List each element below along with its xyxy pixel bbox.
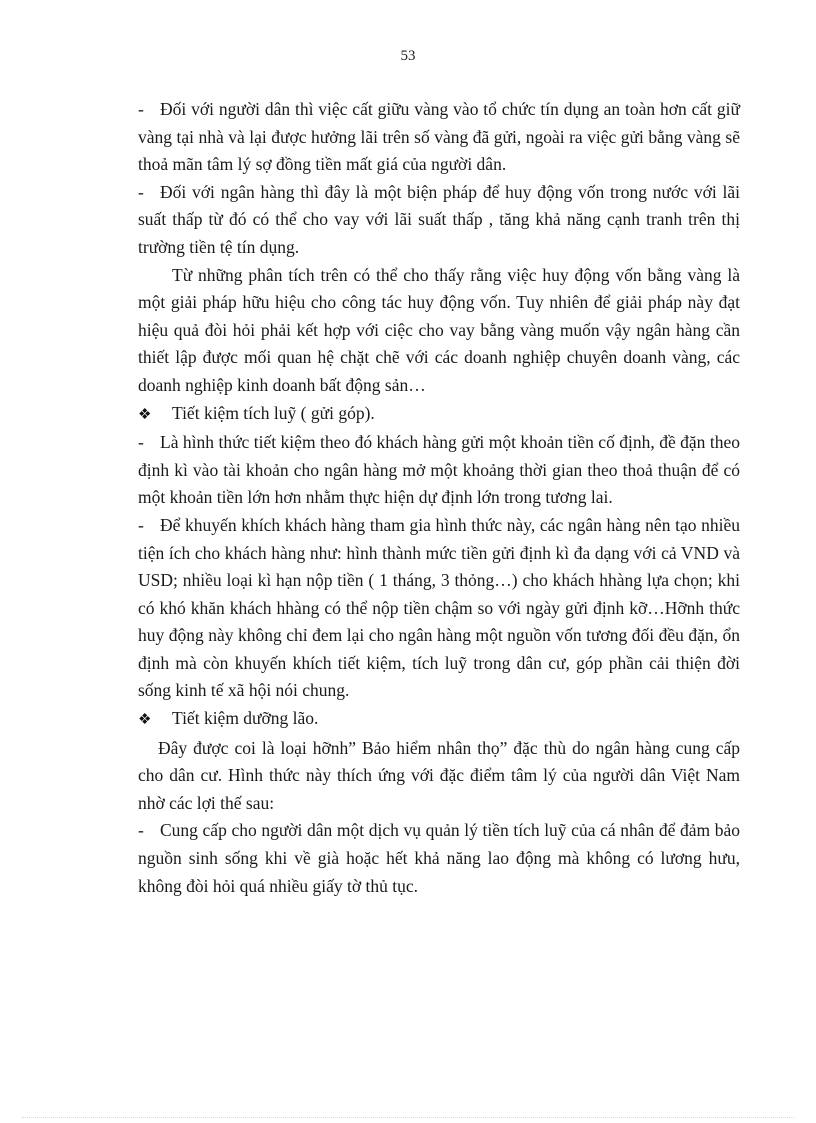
dash-marker: - [138,181,144,202]
paragraph-text: Đối với ngân hàng thì đây là một biện pháp để huy động vốn trong nước với lãi suất thấp từ đó có thể cho vay với lãi suất thấp , tăng khả năng cạnh tranh trên thị trường tiền tệ tín dụng. [138,181,740,257]
heading-text: Tiết kiệm dưỡng lão. [172,708,319,729]
heading-accumulated-savings [138,400,740,430]
heading-text: Tiết kiệm tích luỹ ( gửi góp). [172,402,375,423]
document-body [138,96,740,900]
dash-marker: - [138,820,144,841]
dash-marker: - [138,99,144,119]
diamond-bullet-icon: ❖ [138,712,152,729]
paragraph-text: Đối với người dân thì việc cất giữu vàng vào tổ chức tín dụng an toàn hơn cất giữ vàng tại nhà và lại được hưởng lãi trên số vàng đã gửi, ngoài ra việc gửi bằng vàng sẽ thoả mãn tâm lý sợ đồng tiền mất giá của người dân. [138,99,740,175]
paragraph-pension-intro: Đây được coi là loại hỡnh” Bảo hiểm nhân thọ” đặc thù do ngân hàng cung cấp cho dân cư. Hình thức này thích ứng với đặc điểm tâm lý của người dân Việt Nam nhờ các lợi thế sau: [138,737,740,813]
paragraph-gold-conclusion: Từ những phân tích trên có thể cho thấy rằng việc huy động vốn bằng vàng là một giải pháp hữu hiệu cho công tác huy động vốn. Tuy nhiên để giải pháp này đạt hiệu quả đòi hỏi phải kết hợp với ciệc cho vay bằng vàng muốn vậy ngân hàng cần thiết lập được mối quan hệ chặt chẽ với các doanh nghiệp chuyên doanh vàng, các doanh nghiệp kinh doanh bất động sản… [138,264,740,395]
page-number: 53 [400,48,416,64]
paragraph-text: Để khuyến khích khách hàng tham gia hình thức này, các ngân hàng nên tạo nhiều tiện ích cho khách hàng như: hình thành mức tiền gửi định kì đa dạng với cả VND và USD; nhiều loại kì hạn nộp tiền ( 1 tháng, 3 thỏng…) cho khách hhàng lựa chọn; khi có khó khăn khách hhàng có thể nộp tiền chậm so với ngày gửi định kỡ…Hỡnh thức huy động này không chỉ đem lại cho ngân hàng một nguồn vốn tương đối đều đặn, ổn định mà còn khuyến khích tiết kiệm, tích luỹ trong dân cư, góp phần cải thiện đời sống kinh tế xã hội nói chung. [138,514,740,701]
heading-pension-savings [138,705,740,735]
dash-marker: - [138,432,144,453]
diamond-bullet-icon: ❖ [138,406,152,423]
paragraph-gold-deposit-bank [138,179,740,262]
paragraph-gold-deposit-people [138,96,740,179]
page-bottom-divider [22,1117,794,1118]
paragraph-text: Cung cấp cho người dân một dịch vụ quản lý tiền tích luỹ của cá nhân để đảm bảo nguồn sinh sống khi về già hoặc hết khả năng lao động mà không có lương hưu, không đòi hỏi quá nhiều giấy tờ thủ tục. [138,820,740,896]
dash-marker: - [138,514,144,535]
paragraph-text: Là hình thức tiết kiệm theo đó khách hàng gửi một khoản tiền cố định, đề đặn theo định kì vào tài khoản cho ngân hàng mở một khoảng thời gian theo thoả thuận để có một khoản tiền lớn hơn nhằm thực hiện dự định lớn trong tương lai. [138,432,740,508]
paragraph-accumulated-definition [138,429,740,512]
paragraph-pension-benefit [138,817,740,900]
paragraph-accumulated-encourage [138,512,740,705]
